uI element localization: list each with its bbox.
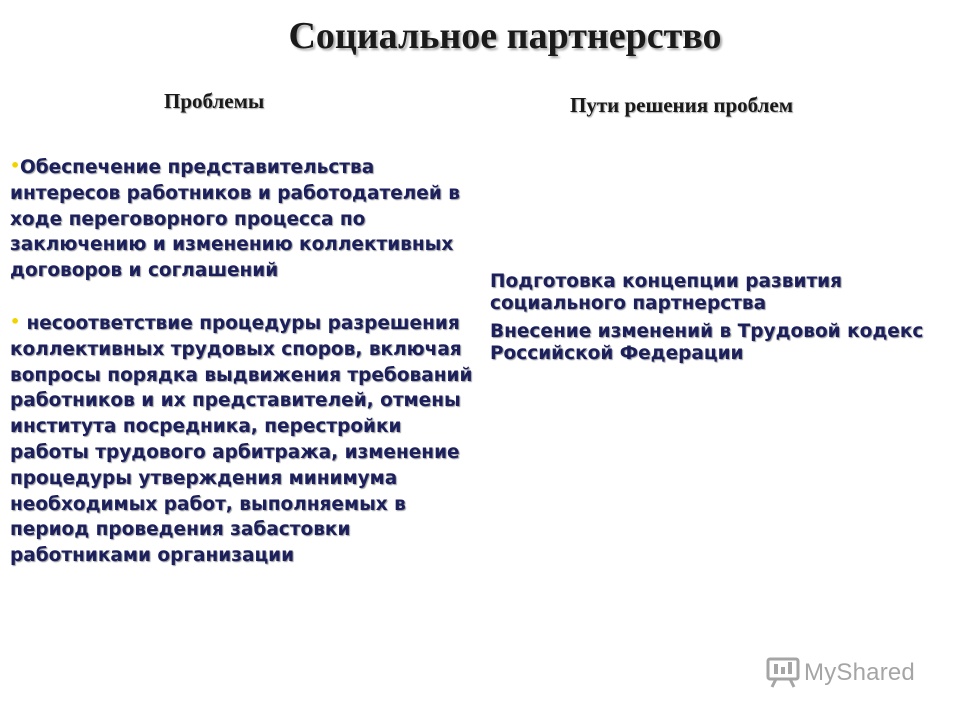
- bullet-icon: •: [10, 156, 21, 175]
- problem-text: несоответствие процедуры разрешения коллективных трудовых споров, включая вопросы порядка выдвижения требований работников и их представителей, отмены института посредника, перестройки работы трудового арбитража, изменение процедуры утверждения минимума необходимых работ, выполняемых в период проведения забастовки работниками организации: [10, 312, 479, 567]
- watermark-text: MyShared: [804, 659, 915, 686]
- solutions-heading: Пути решения проблем: [570, 93, 794, 117]
- problem-text: Обеспечение представительства интересов работников и работодателей в ходе переговорного процесса по заключению и изменению коллективных договоров и соглашений: [10, 157, 460, 282]
- problems-list: [10, 155, 480, 569]
- solution-item: Внесение изменений в Трудовой кодекс Российской Федерации: [490, 321, 924, 364]
- problem-item: [10, 311, 480, 569]
- bullet-icon: •: [10, 311, 21, 331]
- myshared-logo-icon: [766, 657, 800, 689]
- slide-title: Социальное партнерство: [288, 15, 722, 57]
- problem-item: [10, 155, 480, 284]
- problems-heading: Проблемы: [164, 89, 265, 113]
- solutions-list: [490, 271, 955, 365]
- watermark: [766, 657, 915, 689]
- solution-item: Подготовка концепции развития социального партнерства: [490, 271, 843, 314]
